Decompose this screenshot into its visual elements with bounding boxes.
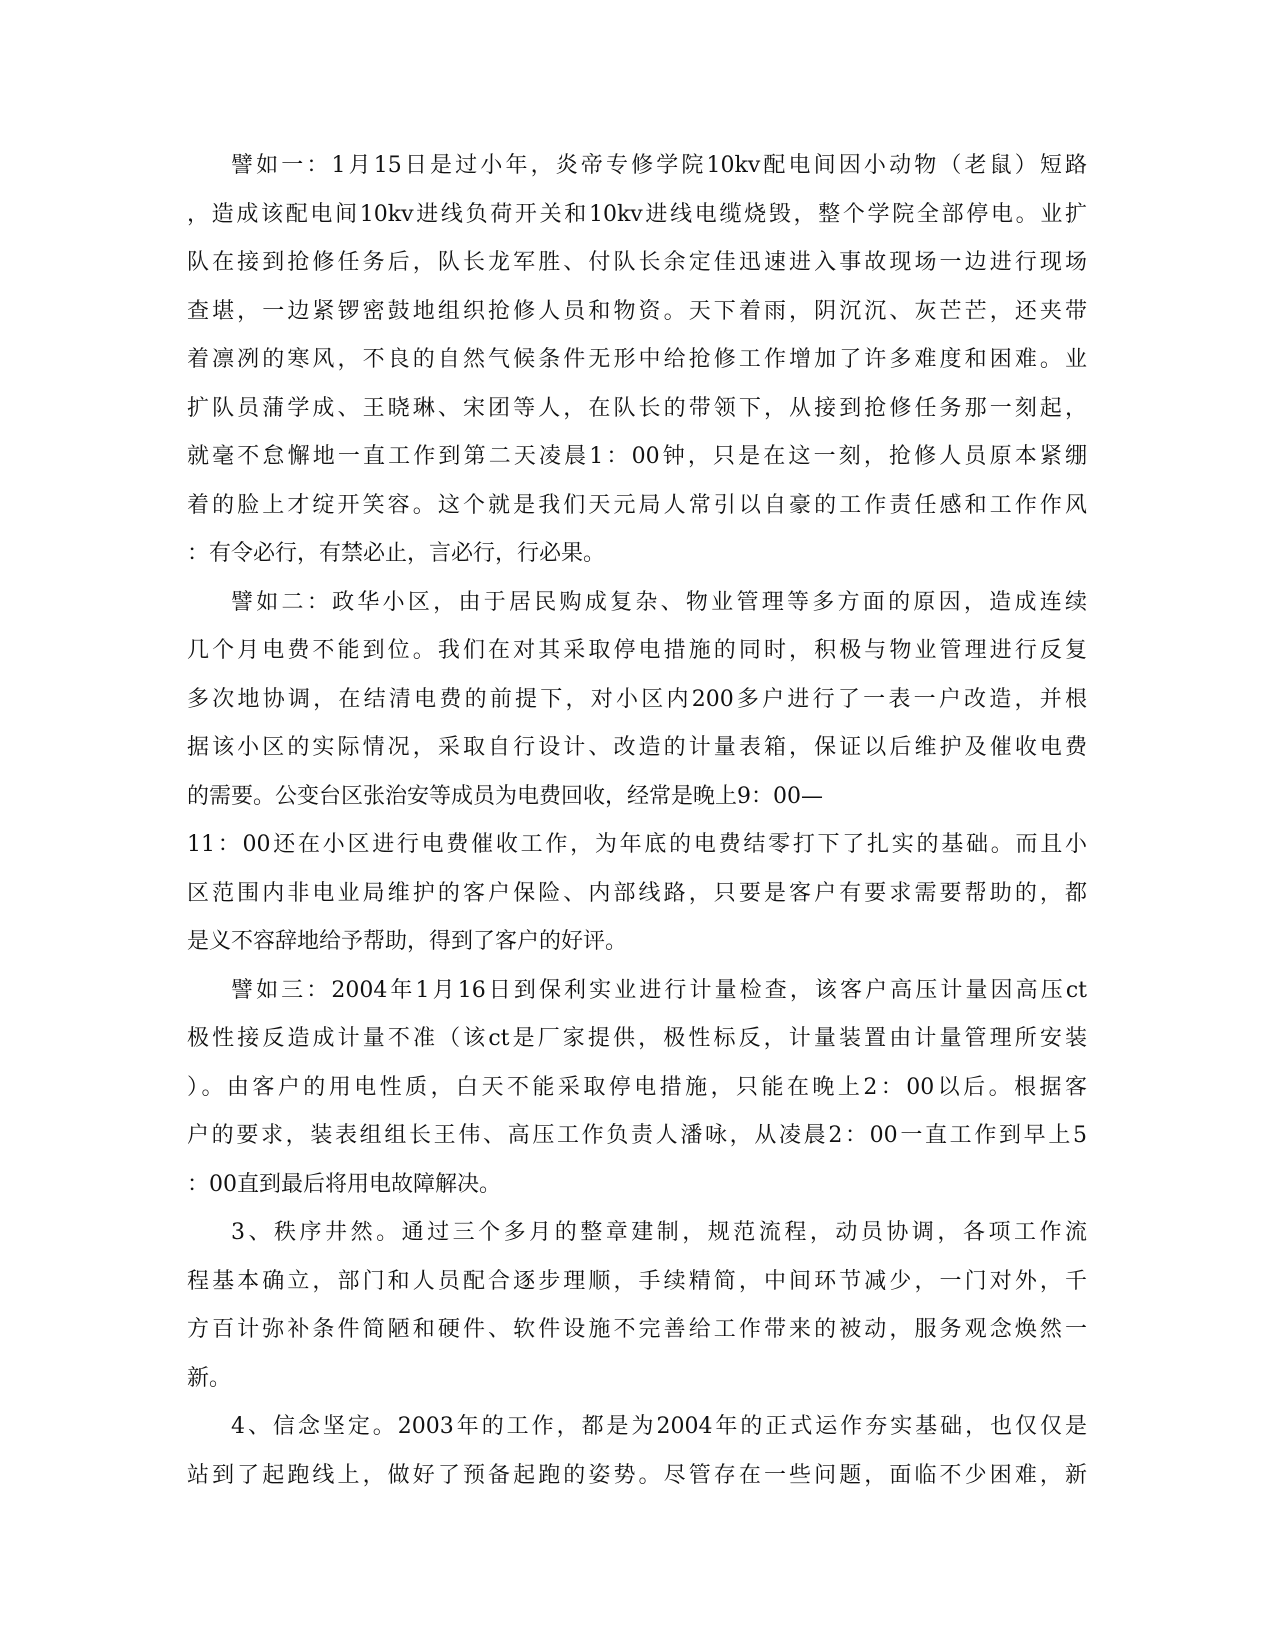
paragraph-example-three — [187, 967, 1087, 1210]
text-line: 着的脸上才绽开笑容。这个就是我们天元局人常引以自豪的工作责任感和工作作风 — [187, 492, 1087, 518]
paragraph-example-one — [187, 142, 1087, 579]
text-line: 譬如三：2004年1月16日到保利实业进行计量检查，该客户高压计量因高压ct — [231, 977, 1087, 1003]
text-line: 方百计弥补条件简陋和硬件、软件设施不完善给工作带来的被动，服务观念焕然一 — [187, 1317, 1087, 1342]
paragraph-firm-belief — [187, 1403, 1087, 1500]
paragraph-orderly — [187, 1209, 1087, 1403]
document-body — [187, 142, 1087, 1500]
text-line: 11：00还在小区进行电费催收工作，为年底的电费结零打下了扎实的基础。而且小 — [187, 832, 1087, 857]
text-line: 站到了起跑线上，做好了预备起跑的姿势。尽管存在一些问题，面临不少困难，新 — [187, 1462, 1087, 1488]
text-line: 就毫不怠懈地一直工作到第二天凌晨1：00钟，只是在这一刻，抢修人员原本紧绷 — [187, 444, 1087, 469]
text-line: 是义不容辞地给予帮助，得到了客户的好评。 — [187, 929, 628, 954]
text-line: ：00直到最后将用电故障解决。 — [187, 1171, 501, 1197]
text-line: ，造成该配电间10kv进线负荷开关和10kv进线电缆烧毁，整个学院全部停电。业扩 — [187, 201, 1087, 227]
text-line: 的需要。公变台区张治安等成员为电费回收，经常是晚上9：00— — [187, 783, 823, 809]
paragraph-example-two — [187, 579, 1087, 967]
text-line: 多次地协调，在结清电费的前提下，对小区内200多户进行了一表一户改造，并根 — [187, 686, 1087, 712]
text-line: 3、秩序井然。通过三个多月的整章建制，规范流程，动员协调，各项工作流 — [231, 1220, 1087, 1245]
text-line: 4、信念坚定。2003年的工作，都是为2004年的正式运作夯实基础，也仅仅是 — [231, 1414, 1087, 1439]
text-line: ）。由客户的用电性质，白天不能采取停电措施，只能在晚上2：00以后。根据客 — [187, 1074, 1087, 1100]
text-line: 扩队员蒲学成、王晓琳、宋团等人，在队长的带领下，从接到抢修任务那一刻起， — [187, 395, 1087, 421]
text-line: 据该小区的实际情况，采取自行设计、改造的计量表箱，保证以后维护及催收电费 — [187, 735, 1087, 760]
text-line: 查堪，一边紧锣密鼓地组织抢修人员和物资。天下着雨，阴沉沉、灰芒芒，还夹带 — [187, 298, 1087, 324]
text-line: 队在接到抢修任务后，队长龙军胜、付队长余定佳迅速进入事故现场一边进行现场 — [187, 250, 1087, 275]
text-line: 着凛冽的寒风，不良的自然气候条件无形中给抢修工作增加了许多难度和困难。业 — [187, 347, 1087, 372]
text-line: 譬如一：1月15日是过小年，炎帝专修学院10kv配电间因小动物（老鼠）短路 — [231, 153, 1087, 178]
text-line: ：有令必行，有禁必止，言必行，行必果。 — [187, 541, 606, 566]
text-line: 区范围内非电业局维护的客户保险、内部线路，只要是客户有要求需要帮助的，都 — [187, 880, 1087, 906]
text-line: 譬如二：政华小区，由于居民购成复杂、物业管理等多方面的原因，造成连续 — [231, 589, 1087, 615]
text-line: 新。 — [187, 1365, 232, 1391]
text-line: 户的要求，装表组组长王伟、高压工作负责人潘咏，从凌晨2：00一直工作到早上5 — [187, 1123, 1087, 1148]
text-line: 极性接反造成计量不准（该ct是厂家提供，极性标反，计量装置由计量管理所安装 — [187, 1026, 1087, 1051]
text-line: 几个月电费不能到位。我们在对其采取停电措施的同时，积极与物业管理进行反复 — [187, 638, 1087, 663]
text-line: 程基本确立，部门和人员配合逐步理顺，手续精简，中间环节减少，一门对外，千 — [187, 1268, 1087, 1294]
